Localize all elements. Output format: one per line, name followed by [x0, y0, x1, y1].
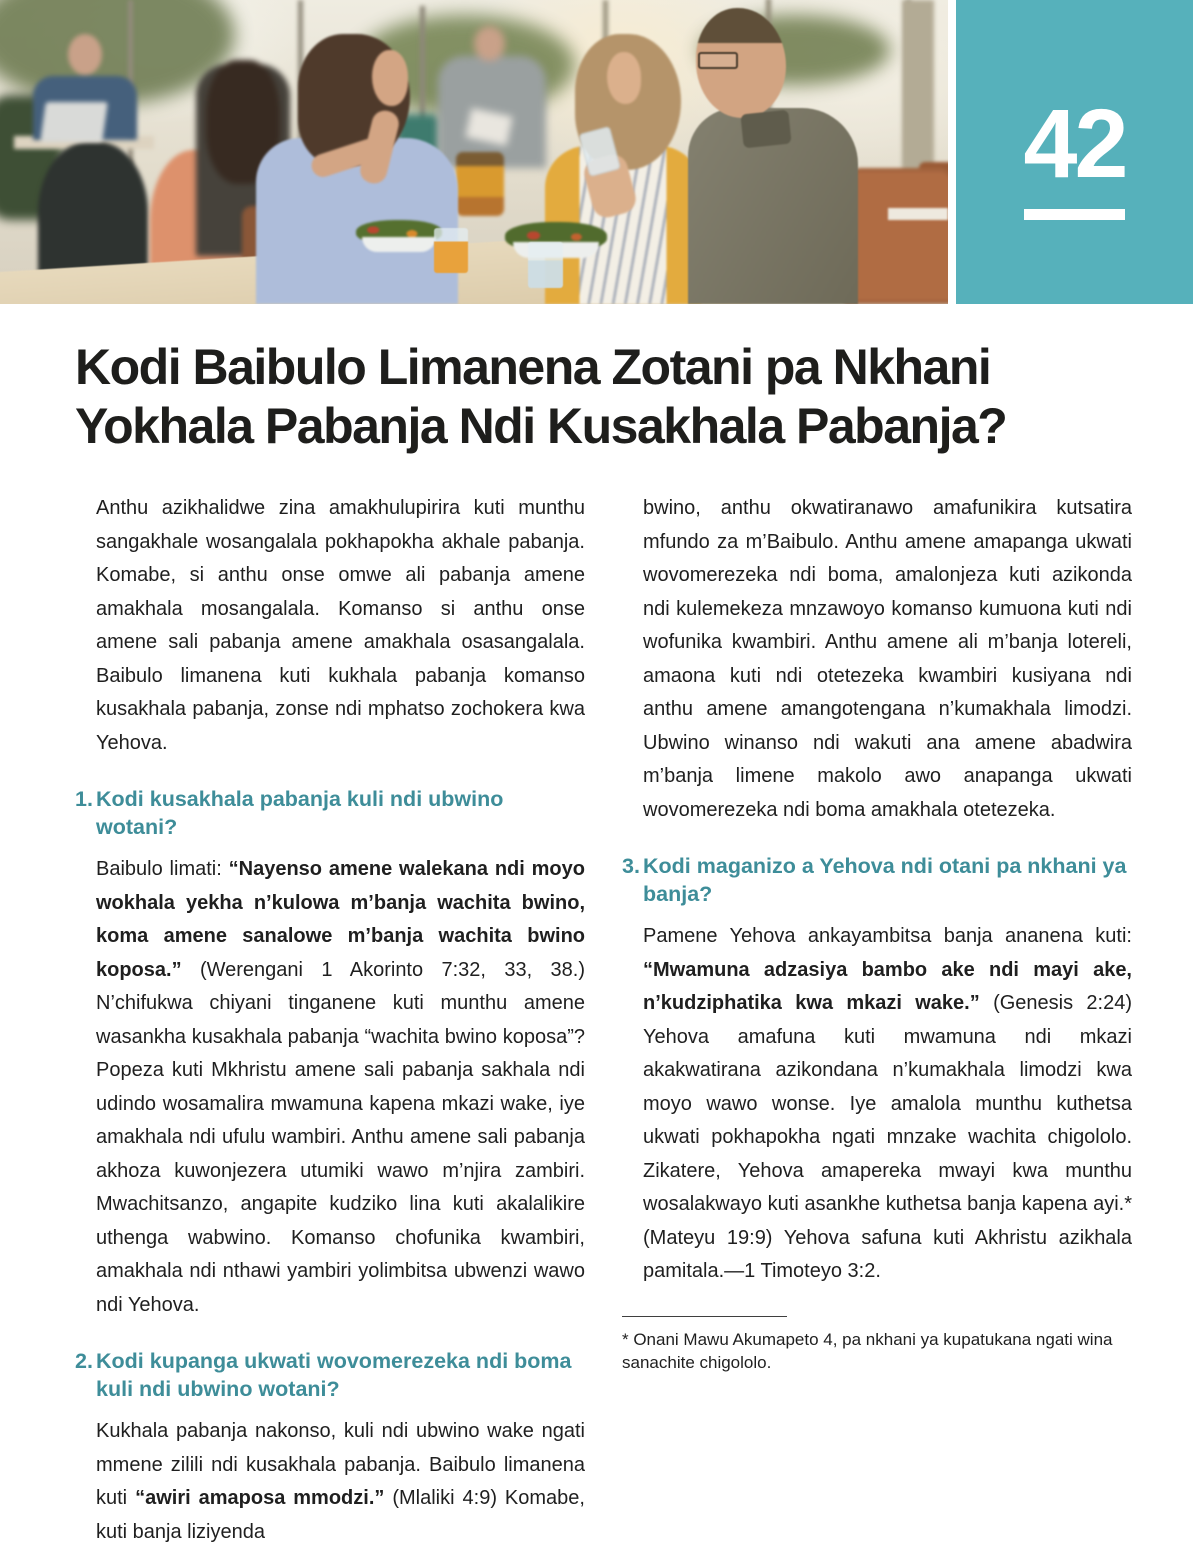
photo-man-with-laptop — [33, 76, 137, 140]
intro-paragraph: Anthu azikhalidwe zina amakhulupirira kuti munthu sangakhale wosangalala pokhapokha akhale pabanja. Komabe, si anthu onse omwe ali pabanja amene amakhala mosangalala. Komanso si anthu onse amene sali pabanja amene amakhala osasangalala. Baibulo limanena kuti kukhala pabanja komanso kusakhala pabanja, zonse ndi mphatso zochokera kwa Yehova. — [96, 497, 585, 754]
page-title-line1: Kodi Baibulo Limanena Zotani pa Nkhani — [75, 339, 991, 395]
lesson-number-block — [956, 0, 1193, 304]
photo-water-glass — [528, 242, 563, 288]
page-title — [75, 338, 1175, 456]
column-right — [622, 492, 1132, 1543]
photo-side-table — [888, 208, 948, 220]
page-title-line2: Yokhala Pabanja Ndi Kusakhala Pabanja? — [75, 398, 1007, 454]
question-1-heading — [75, 785, 585, 841]
photo-wall-pillar — [902, 0, 934, 180]
photo-condiment-basket — [456, 152, 504, 216]
question-1-text: Kodi kusakhala pabanja kuli ndi ubwino wotani? — [96, 787, 504, 839]
column-left — [75, 492, 585, 1543]
paragraph-2: Kukhala pabanja nakonso, kuli ndi ubwino wake ngati mmene zilili ndi kusakhala pabanja. Baibulo limanena kuti “awiri amaposa mmodzi.” (Mlaliki 4:9) Komabe, kuti banja liziyenda — [96, 1420, 585, 1543]
paragraph-4: Pamene Yehova ankayambitsa banja ananena kuti: “Mwamuna adzasiya bambo ake ndi mayi ake, n’kudziphatika kwa mkazi wake.” (Genesis 2:24) Yehova amafuna kuti mwamuna ndi mkazi akakwatirana azikondana n’kumakhala limodzi kwa moyo wawo wonse. Iye amalola munthu kuthetsa ukwati pokhapokha ngati mnzake wachita chigololo. Zikatere, Yehova amapereka mwayi kwa munthu wosalakwayo kuti asankhe kuthetsa banja kapena ayi.* (Mateyu 19:9) Yehova safuna kuti Akhristu azikhala pamitala.—1 Timoteyo 3:2. — [643, 925, 1133, 1282]
question-3-heading — [622, 852, 1132, 908]
footnote-text: * Onani Mawu Akumapeto 4, pa nkhani ya kupatukana ngati wina sanachite chigololo. — [622, 1329, 1113, 1372]
question-2-text: Kodi kupanga ukwati wovomerezeka ndi boma kuli ndi ubwino wotani? — [96, 1349, 572, 1401]
article-body — [75, 492, 1132, 1543]
question-3-number: 3. — [622, 854, 640, 878]
photo-leather-chairs-right — [845, 168, 948, 304]
footnote-divider — [622, 1316, 787, 1317]
photo-salad-bowl-left — [356, 220, 442, 245]
paragraph-3: bwino, anthu okwatiranawo amafunikira kutsatira mfundo za m’Baibulo. Anthu amene amapanga ukwati wovomerezeka ndi boma, amalonjeza kuti azikonda ndi kulemekeza mnzawoyo komanso kumuona kuti ndi wofunika kwambiri. Anthu amene ali m’banja lotereli, amaona kuti ndi otetezeka kwambiri kusiyana ndi anthu amene amangotengana n’kumakhala limodzi. Ubwino winanso ndi wakuti ana amene abadwira m’banja limene makolo awo anapanga ukwati wovomerezeka ndi boma amakhala otetezeka. — [643, 497, 1132, 821]
photo-juice-glass — [434, 228, 468, 273]
question-1-number: 1. — [75, 787, 93, 811]
photo-man-grey-polo — [688, 108, 858, 304]
question-2-number: 2. — [75, 1349, 93, 1373]
lesson-number: 42 — [1023, 89, 1126, 198]
question-3-text: Kodi maganizo a Yehova ndi otani pa nkhani ya banja? — [643, 854, 1127, 906]
question-2-heading — [75, 1347, 585, 1403]
paragraph-1: Baibulo limati: “Nayenso amene walekana ndi moyo wokhala yekha n’kulowa m’banja wachita bwino, koma amene sanalowe m’banja wachita bwino koposa.” (Werengani 1 Akorinto 7:32, 33, 38.) N’chifukwa chiyani tinganene kuti munthu amene wasankha kusakhala pabanja “wachita bwino koposa”? Popeza kuti Mkhristu amene sali pabanja sakhala ndi udindo wosamalira mwamuna kapena mkazi wake, iye amakhala ndi ufulu wambiri. Anthu amene sali pabanja akhoza kuwonjezera utumiki wawo m’njira zambiri. Mwachitsanzo, angapite kudziko lina kuti akalalikire uthenga wabwino. Komanso chofunika kwambiri, amakhala ndi nthawi yambiri yolimbitsa ubwenzi wawo ndi Yehova. — [96, 858, 585, 1316]
hero-photo — [0, 0, 948, 304]
lesson-number-underline — [1024, 209, 1125, 220]
photo-eyeglasses — [698, 52, 738, 69]
